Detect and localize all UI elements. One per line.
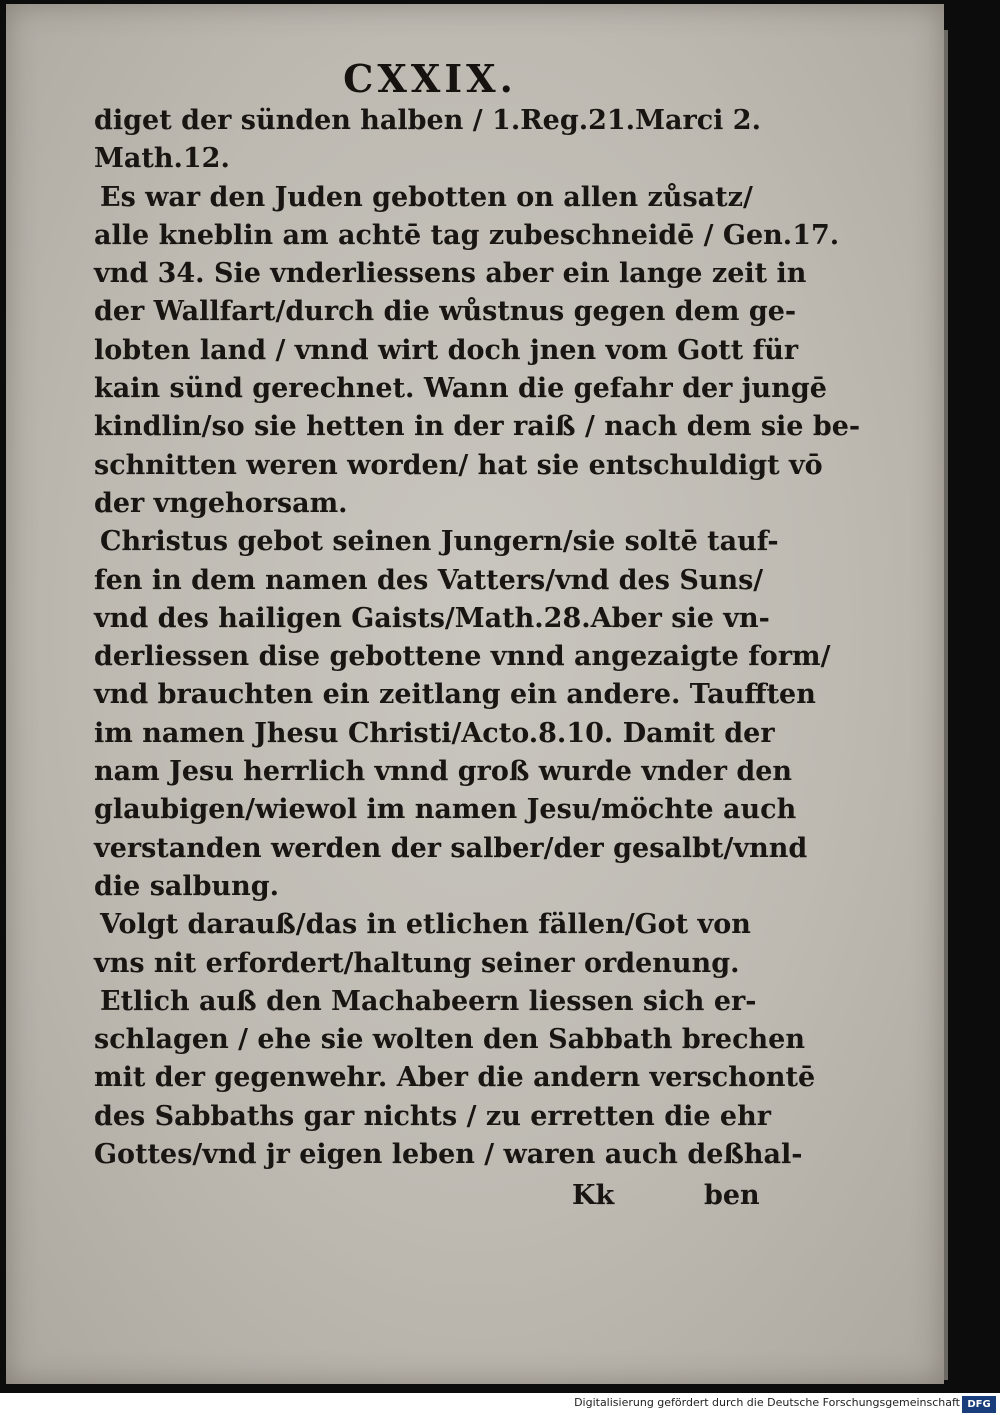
text-line: schnitten weren worden/ hat sie entschuldigt vō [94,449,823,481]
text-line: Volgt darauß/das in etlichen fällen/Got von [100,909,751,941]
text-line: die salbung. [94,870,280,902]
text-line: lobten land / vnnd wirt doch jnen vom Gott für [94,334,799,366]
page-edge [944,30,948,1380]
text-line: vnd des hailigen Gaists/Math.28.Aber sie vn- [94,602,770,634]
text-line: nam Jesu herrlich vnnd groß wurde vnder den [94,756,793,788]
text-line: des Sabbaths gar nichts / zu erretten die ehr [94,1100,771,1132]
dfg-logo-icon: DFG [962,1396,996,1413]
text-line: Gottes/vnd jr eigen leben / waren auch deßhal- [94,1139,803,1171]
text-line: glaubigen/wiewol im namen Jesu/möchte auch [94,794,797,826]
text-line: kain sünd gerechnet. Wann die gefahr der jungē [94,373,827,405]
text-line: Es war den Juden gebotten on allen zůsatz/ [100,181,753,213]
catchword: ben [704,1180,760,1211]
signature-mark: Kk [572,1180,615,1211]
text-line: verstanden werden der salber/der gesalbt/vnnd [94,832,808,864]
text-line: vnd 34. Sie vnderliessens aber ein lange zeit in [94,258,807,290]
text-line: diget der sünden halben / 1.Reg.21.Marci 2. [94,105,761,136]
text-line: Math.12. [94,143,230,175]
text-line: Etlich auß den Machabeern liessen sich er- [100,985,757,1017]
page-number: CXXIX. [343,56,517,101]
text-line: alle kneblin am achtē tag zubeschneidē / Gen.17. [94,219,840,251]
book-page [6,4,944,1384]
footer-bar [0,1393,1000,1415]
text-line: schlagen / ehe sie wolten den Sabbath brechen [94,1024,805,1056]
text-line: fen in dem namen des Vatters/vnd des Suns/ [94,564,764,596]
text-line: der vngehorsam. [94,487,348,519]
text-line: derliessen dise gebottene vnnd angezaigte form/ [94,641,831,673]
text-line: mit der gegenwehr. Aber die andern verschontē [94,1062,816,1094]
text-line: kindlin/so sie hetten in der raiß / nach dem sie be- [94,411,861,443]
text-line: vnd brauchten ein zeitlang ein andere. Taufften [94,679,816,711]
text-line: der Wallfart/durch die wůstnus gegen dem ge- [94,296,797,328]
text-line: Christus gebot seinen Jungern/sie soltē tauf- [100,526,779,558]
text-line: vns nit erfordert/haltung seiner ordenung. [94,947,740,979]
text-line: im namen Jhesu Christi/Acto.8.10. Damit der [94,717,775,749]
body-text [94,102,861,1174]
funding-notice: Digitalisierung gefördert durch die Deutsche Forschungsgemeinschaft [574,1396,960,1409]
